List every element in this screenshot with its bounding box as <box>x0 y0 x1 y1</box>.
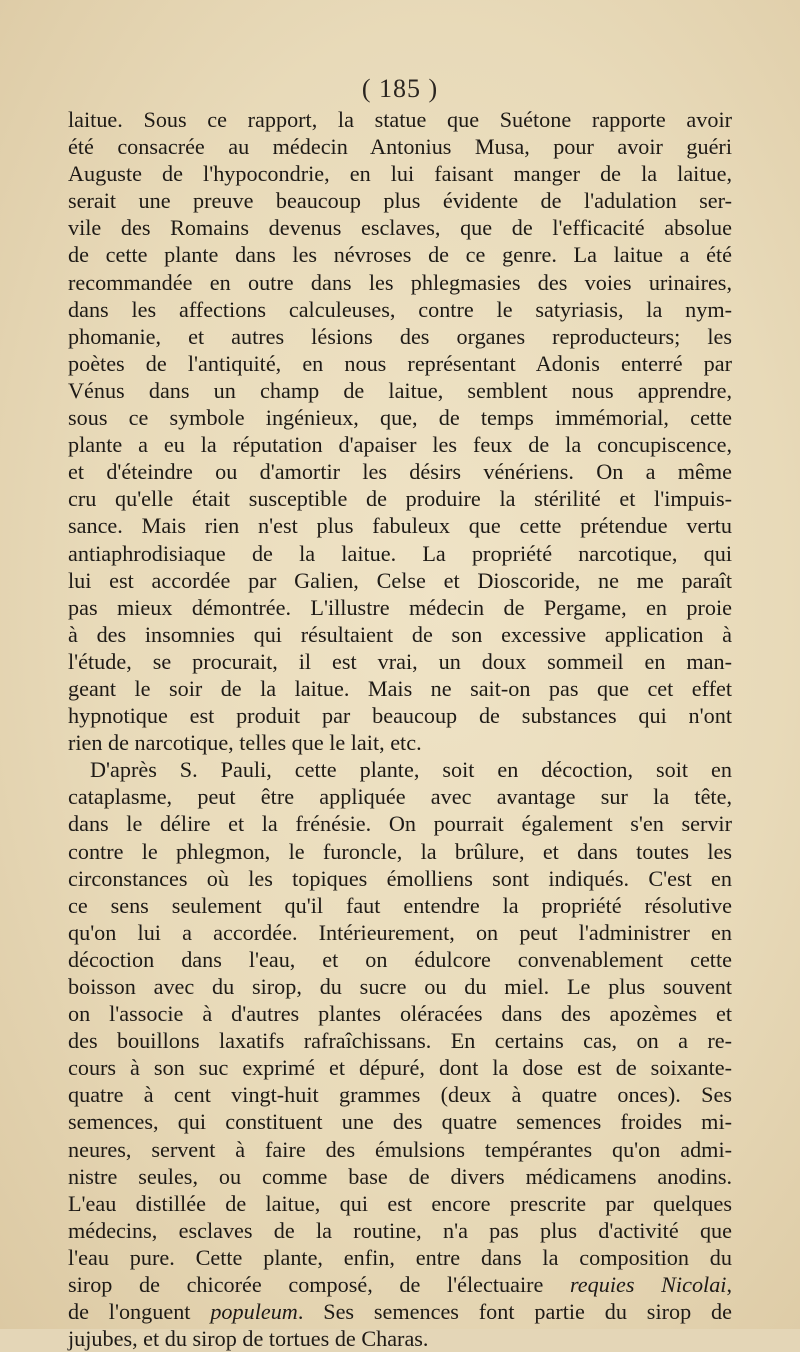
text-line-44 <box>68 1271 732 1298</box>
text-line-38: semences, qui constituent une des quatre semences froides mi- <box>68 1109 732 1135</box>
text-line-20: à des insomnies qui résultaient de son excessive application à <box>68 621 732 647</box>
text-line-36: cours à son suc exprimé et dépuré, dont la dose est de soixante- <box>68 1055 732 1081</box>
text-line-43: l'eau pure. Cette plante, enfin, entre dans la composition du <box>68 1244 732 1270</box>
text-line-34: on l'associe à d'autres plantes oléracées dans des apozèmes et <box>68 1001 732 1027</box>
text-line-22: geant le soir de la laitue. Mais ne sait-on pas que cet effet <box>68 675 732 701</box>
text-line-35: des bouillons laxatifs rafraîchissans. En certains cas, on a re- <box>68 1028 732 1054</box>
text-line-27: dans le délire et la frénésie. On pourrait également s'en servir <box>68 811 732 837</box>
line-45-italic: populeum <box>210 1299 298 1325</box>
text-line-46: jujubes, et du sirop de tortues de Charas. <box>68 1326 429 1352</box>
text-line-3: Auguste de l'hypocondrie, en lui faisant manger de la laitue, <box>68 161 732 187</box>
text-line-11: Vénus dans un champ de laitue, semblent nous apprendre, <box>68 377 732 403</box>
text-line-42: médecins, esclaves de la routine, n'a pas plus d'activité que <box>68 1217 732 1243</box>
line-44-part-a: sirop de chicorée composé, de l'électuaire <box>68 1272 570 1298</box>
text-line-37: quatre à cent vingt-huit grammes (deux à quatre onces). Ses <box>68 1082 732 1108</box>
text-line-15: cru qu'elle était susceptible de produire la stérilité et l'impuis- <box>68 486 732 512</box>
text-line-19: pas mieux démontrée. L'illustre médecin de Pergame, en proie <box>68 594 732 620</box>
line-45-part-a: de l'onguent <box>68 1299 211 1325</box>
text-line-45 <box>68 1298 732 1325</box>
text-line-39: neures, servent à faire des émulsions tempérantes qu'on admi- <box>68 1136 732 1162</box>
text-line-13: plante a eu la réputation d'apaiser les feux de la concupiscence, <box>68 432 732 458</box>
text-line-33: boisson avec du sirop, du sucre ou du miel. Le plus souvent <box>68 974 732 999</box>
text-line-41: L'eau distillée de laitue, qui est encore prescrite par quelques <box>68 1190 732 1216</box>
text-line-2: été consacrée au médecin Antonius Musa, pour avoir guéri <box>68 134 732 160</box>
text-line-30: ce sens seulement qu'il faut entendre la propriété résolutive <box>68 892 732 918</box>
text-line-10: poètes de l'antiquité, en nous représentant Adonis enterré par <box>68 350 732 376</box>
text-line-1: laitue. Sous ce rapport, la statue que Suétone rapporte avoir <box>68 107 732 132</box>
text-line-31: qu'on lui a accordée. Intérieurement, on peut l'administrer en <box>68 919 732 945</box>
line-44-italic: requies Nicolai <box>570 1272 727 1298</box>
text-line-40: nistre seules, ou comme base de divers médicamens anodins. <box>68 1163 732 1189</box>
text-line-23: hypnotique est produit par beaucoup de substances qui n'ont <box>68 703 732 729</box>
text-line-6: de cette plante dans les névroses de ce genre. La laitue a été <box>68 242 732 268</box>
line-45-part-c: . Ses semences font partie du sirop de <box>297 1299 732 1325</box>
text-line-25: D'après S. Pauli, cette plante, soit en décoction, soit en <box>90 757 732 783</box>
text-line-21: l'étude, se procurait, il est vrai, un doux sommeil en man- <box>68 648 732 674</box>
page-number: ( 185 ) <box>361 74 439 103</box>
text-line-8: dans les affections calculeuses, contre le satyriasis, la nym- <box>68 296 732 322</box>
text-line-12: sous ce symbole ingénieux, que, de temps immémorial, cette <box>68 405 732 431</box>
text-line-16: sance. Mais rien n'est plus fabuleux que cette prétendue vertu <box>68 513 732 539</box>
text-line-24: rien de narcotique, telles que le lait, etc. <box>68 730 422 756</box>
text-line-9: phomanie, et autres lésions des organes reproducteurs; les <box>68 323 732 349</box>
text-line-5: vile des Romains devenus esclaves, que de l'efficacité absolue <box>68 215 732 241</box>
line-44-part-c: , <box>726 1272 733 1298</box>
body-text <box>68 106 732 1352</box>
text-line-18: lui est accordée par Galien, Celse et Dioscoride, ne me paraît <box>68 567 732 593</box>
text-line-28: contre le phlegmon, le furoncle, la brûlure, et dans toutes les <box>68 838 732 864</box>
text-line-32: décoction dans l'eau, et on édulcore convenablement cette <box>68 946 732 972</box>
text-line-7: recommandée en outre dans les phlegmasies des voies urinaires, <box>68 269 732 295</box>
text-line-14: et d'éteindre ou d'amortir les désirs vénériens. On a même <box>68 459 732 485</box>
text-line-17: antiaphrodisiaque de la laitue. La propriété narcotique, qui <box>68 540 732 566</box>
text-line-26: cataplasme, peut être appliquée avec avantage sur la tête, <box>68 784 732 810</box>
text-line-4: serait une preuve beaucoup plus évidente de l'adulation ser- <box>68 188 732 214</box>
text-line-29: circonstances où les topiques émolliens sont indiqués. C'est en <box>68 865 732 891</box>
